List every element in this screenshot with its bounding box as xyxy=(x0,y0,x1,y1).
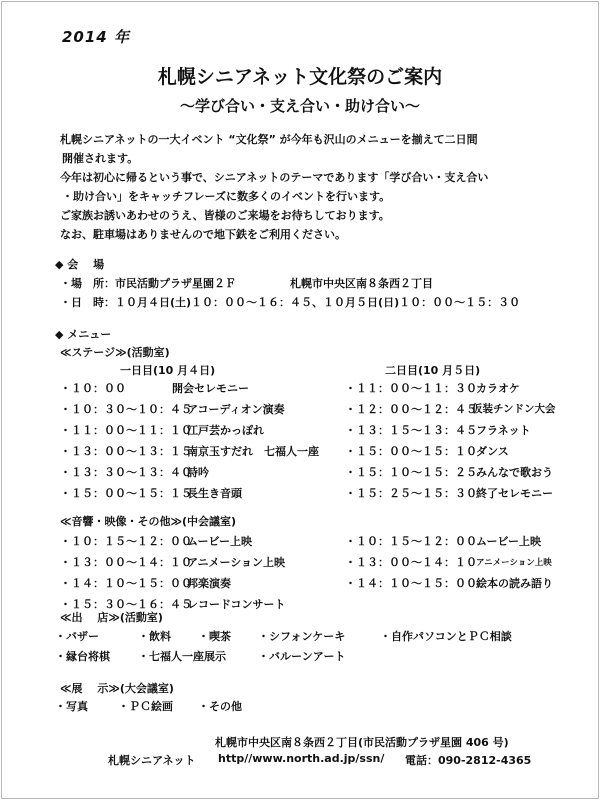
stage-day2-event: ダンス xyxy=(476,445,509,458)
shop-item: ・バルーンアート xyxy=(258,650,346,663)
footer-org: 札幌シニアネット xyxy=(108,754,196,767)
av-day2-event: ムービー上映 xyxy=(476,535,542,548)
venue-heading: ◆ 会 場 xyxy=(55,258,105,271)
intro-line: 札幌シニアネットの一大イベント “文化祭” が今年も沢山のメニューを揃えて二日間 xyxy=(60,133,478,146)
av-day1-event: レコードコンサート xyxy=(187,598,286,611)
stage-day2-event: 仮装チンドン大会 xyxy=(472,403,556,415)
stage-day2-heading: 二日目(10 月５日) xyxy=(385,364,481,377)
av-day2-event: アニメーション上映 xyxy=(476,558,552,568)
stage-day1-event: 江戸芸かっぽれ xyxy=(187,424,264,437)
page-title: 札幌シニアネット文化祭のご案内 xyxy=(157,66,443,88)
footer-url[interactable]: http//www.north.ad.jp/ssn/ xyxy=(218,752,385,765)
stage-day2-event: フラネット xyxy=(476,424,531,437)
stage-day1-event: 詩吟 xyxy=(187,466,209,479)
stage-day1-time: ・１３：００～１３：１５ xyxy=(60,445,192,458)
shops-heading: ≪出 店≫(活動室) xyxy=(60,611,163,624)
stage-day2-time: ・１２：００～１２：４５ xyxy=(345,403,477,416)
av-day1-event: ムービー上映 xyxy=(187,535,253,548)
page-subtitle: ～学び合い・支え合い・助け合い～ xyxy=(179,97,420,115)
stage-day1-heading: 一日目(10 月４日) xyxy=(120,364,216,377)
stage-day1-time: ・１３：３０～１３：４０ xyxy=(60,466,192,479)
menu-heading: ◆ メニュー xyxy=(55,328,112,341)
exhibit-item: ・その他 xyxy=(198,700,242,713)
shop-item: ・シフォンケーキ xyxy=(258,630,346,643)
av-day1-time: ・１５：３０～１６：４５ xyxy=(60,598,192,611)
venue-address: 札幌市中央区南８条西２丁目 xyxy=(290,277,433,290)
av-heading: ≪音響・映像・その他≫(中会議室) xyxy=(60,515,237,528)
intro-paragraph xyxy=(60,130,488,244)
intro-line: 開催されます。 xyxy=(62,152,139,165)
stage-day2-time: ・１３：１５～１３：４５ xyxy=(345,424,477,437)
venue-place: ・場 所：市民活動プラザ星園２Ｆ xyxy=(60,277,236,290)
year-label: 2014 年 xyxy=(62,28,130,46)
stage-day2-time: ・１５：１０～１５：２５ xyxy=(345,466,477,479)
av-day1-event: アニメーション上映 xyxy=(187,556,286,569)
shop-item: ・七福人一座展示 xyxy=(138,650,226,663)
stage-day2-event: 終了セレモニー xyxy=(476,487,553,500)
stage-day1-event: 開会セレモニー xyxy=(172,382,249,395)
shop-item: ・縁台将棋 xyxy=(55,650,110,663)
stage-day2-event: みんなで歌おう xyxy=(476,466,553,479)
footer-address: 札幌市中央区南８条西２丁目(市民活動プラザ星園 406 号) xyxy=(215,736,509,749)
exhibit-item: ・ＰＣ絵画 xyxy=(118,700,173,713)
av-day2-time: ・１３：００～１４：１０ xyxy=(345,556,477,569)
exhibit-item: ・写真 xyxy=(55,700,88,713)
stage-heading: ≪ステージ≫(活動室) xyxy=(60,346,170,359)
intro-line: なお、駐車場はありませんので地下鉄をご利用ください。 xyxy=(60,228,346,241)
footer-phone: 電話：090-2812-4365 xyxy=(405,754,532,767)
intro-line: ・助け合い」をキャッチフレーズに数多くのイベントを行います。 xyxy=(62,190,391,203)
intro-line: 今年は初心に帰るという事で、シニアネットのテーマであります「学び合い・支え合い xyxy=(60,171,489,184)
av-day1-time: ・１３：００～１４：１０ xyxy=(60,556,192,569)
stage-day1-event: 南京玉すだれ 七福人一座 xyxy=(187,445,319,458)
av-day1-time: ・１０：１５～１２：００ xyxy=(60,535,192,548)
shop-item: ・自作パソコンとＰＣ相談 xyxy=(380,630,512,643)
venue-dates: ・日 時：１０月４日(土)１０：００～１６：４５、１０月５日(日)１０：００～１５：３０ xyxy=(60,296,521,309)
av-day1-time: ・１４：１０～１５：００ xyxy=(60,577,192,590)
shop-item: ・喫茶 xyxy=(198,630,231,643)
stage-day2-time: ・１５：００～１５：１０ xyxy=(345,445,477,458)
av-day2-time: ・１０：１５～１２：００ xyxy=(345,535,477,548)
stage-day1-event: 長生き音頭 xyxy=(187,487,242,500)
stage-day1-event: アコーディオン演奏 xyxy=(187,403,285,416)
stage-day1-time: ・１０：００ xyxy=(60,382,126,395)
intro-line: ご家族お誘いあわせのうえ、皆様のご来場をお待ちしております。 xyxy=(60,209,390,222)
stage-day2-event: カラオケ xyxy=(476,382,520,395)
shop-item: ・飲料 xyxy=(138,630,171,643)
stage-day2-time: ・１１：００～１１：３０ xyxy=(345,382,477,395)
stage-day1-time: ・１０：３０～１０：４５ xyxy=(60,403,192,416)
av-day2-event: 絵本の読み語り xyxy=(476,577,553,590)
stage-day2-time: ・１５：２５～１５：３０ xyxy=(345,487,477,500)
shop-item: ・バザー xyxy=(55,630,99,643)
exhibits-heading: ≪展 示≫(大会議室) xyxy=(60,682,174,695)
av-day2-time: ・１４：１０～１５：００ xyxy=(345,577,477,590)
stage-day1-time: ・１１：００～１１：１０ xyxy=(60,424,192,437)
av-day1-event: 邦楽演奏 xyxy=(187,577,231,590)
stage-day1-time: ・１５：００～１５：１５ xyxy=(60,487,192,500)
